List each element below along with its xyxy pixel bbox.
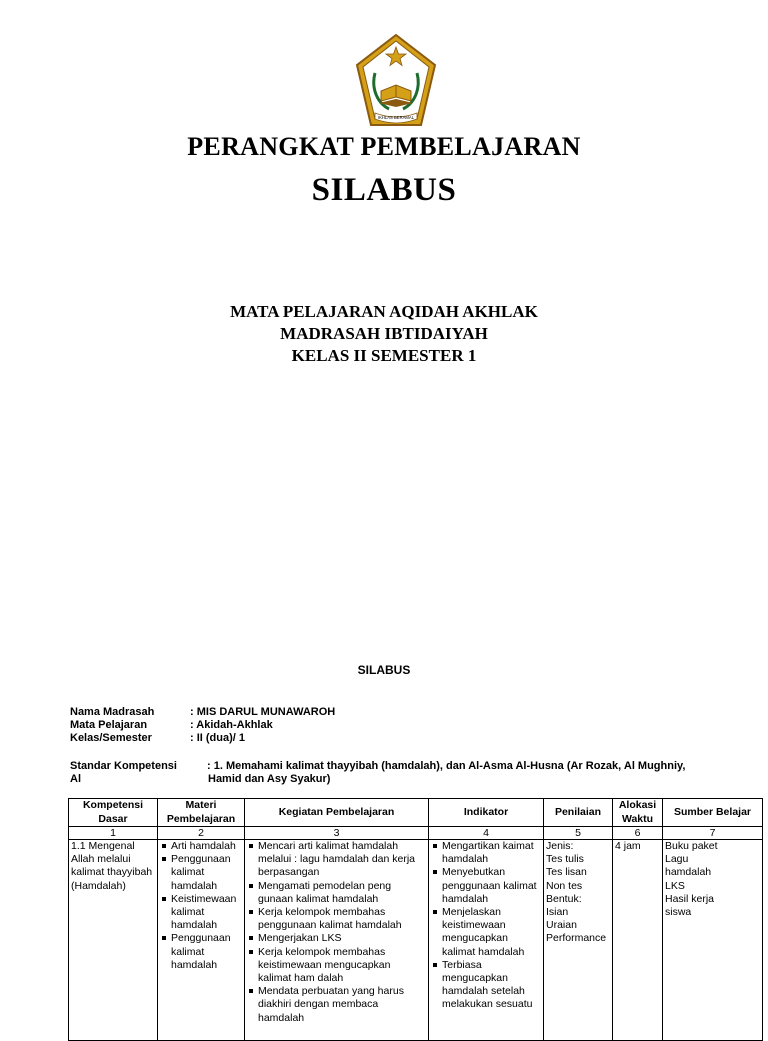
penilaian-line: Non tes [546, 879, 583, 892]
column-number: 1 [69, 827, 158, 840]
list-item: Mengamati pemodelan peng gunaan kalimat hamdalah [247, 880, 426, 906]
penilaian-line: Bentuk: [546, 892, 582, 905]
header-kompetensi: Kompetensi Dasar [69, 799, 158, 827]
cell-alokasi: 4 jam [613, 840, 663, 1041]
column-number-row [69, 827, 763, 840]
list-item: Mendata perbuatan yang harus diakhiri dengan membaca hamdalah [247, 985, 426, 1025]
list-item: Keistimewaan kalimat hamdalah [160, 893, 242, 933]
penilaian-line: Tes lisan [546, 866, 587, 879]
school-line: MADRASAH IBTIDAIYAH [280, 324, 488, 343]
list-item: Kerja kelompok membahas penggunaan kalimat hamdalah [247, 906, 426, 932]
column-number: 7 [663, 827, 763, 840]
cell-materi [158, 840, 245, 1041]
logo-banner-text: IKHLAS BERAMAL [377, 115, 415, 120]
list-item: Kerja kelompok membahas keistimewaan mengucapkan kalimat ham dalah [247, 946, 426, 986]
ministry-logo [355, 33, 437, 129]
sumber-line: Lagu hamdalah [665, 853, 712, 879]
penilaian-line: Isian [546, 906, 569, 919]
class-line: KELAS II SEMESTER 1 [291, 346, 477, 365]
info-label: Nama Madrasah [70, 706, 155, 718]
list-item: Mencari arti kalimat hamdalah melalui : lagu hamdalah dan kerja berpasangan [247, 840, 426, 880]
table-row [69, 840, 763, 1041]
header-alokasi: Alokasi Waktu [613, 799, 663, 827]
header-kegiatan: Kegiatan Pembelajaran [245, 799, 429, 827]
document-subtitle: SILABUS [311, 172, 457, 208]
penilaian-line: Tes tulis [546, 853, 584, 866]
column-number: 6 [613, 827, 663, 840]
column-number: 4 [429, 827, 544, 840]
standar-text-line2: Hamid dan Asy Syakur) [208, 773, 331, 785]
column-number: 5 [544, 827, 613, 840]
sumber-line: Buku paket [665, 840, 718, 852]
list-item: Menjelaskan keistimewaan mengucapkan kalimat hamdalah [431, 906, 541, 959]
cell-sumber [663, 840, 763, 1041]
info-value: : II (dua)/ 1 [190, 732, 245, 744]
header-penilaian: Penilaian [544, 799, 613, 827]
penilaian-line: Jenis: [546, 840, 574, 852]
cell-kompetensi: 1.1 Mengenal Allah melalui kalimat thayyibah (Hamdalah) [69, 840, 158, 1041]
list-item: Mengartikan kaimat hamdalah [431, 840, 541, 866]
list-item: Penggunaan kalimat hamdalah [160, 932, 242, 972]
syllabus-table [68, 798, 763, 1041]
header-indikator: Indikator [429, 799, 544, 827]
standar-label: Standar Kompetensi [70, 760, 177, 772]
info-label: Kelas/Semester [70, 732, 152, 744]
cell-indikator [429, 840, 544, 1041]
list-item: Terbiasa mengucapkan hamdalah setelah melakukan sesuatu [431, 959, 541, 1012]
cell-penilaian [544, 840, 613, 1041]
section-title: SILABUS [357, 663, 411, 677]
table-header-row [69, 799, 763, 827]
list-item: Penggunaan kalimat hamdalah [160, 853, 242, 893]
penilaian-line: Performance [546, 932, 607, 945]
penilaian-line: Uraian [546, 919, 577, 932]
column-number: 2 [158, 827, 245, 840]
info-value: : MIS DARUL MUNAWAROH [190, 706, 336, 718]
header-sumber: Sumber Belajar [663, 799, 763, 827]
header-materi: Materi Pembelajaran [158, 799, 245, 827]
sumber-line: LKS [665, 879, 685, 892]
list-item: Arti hamdalah [160, 840, 242, 853]
info-label: Mata Pelajaran [70, 719, 148, 731]
subject-line: MATA PELAJARAN AQIDAH AKHLAK [230, 302, 538, 321]
column-number: 3 [245, 827, 429, 840]
standar-text-line1: : 1. Memahami kalimat thayyibah (hamdalah), dan Al-Asma Al-Husna (Ar Rozak, Al Mughniy, [207, 760, 686, 772]
sumber-line: Hasil kerja siswa [665, 892, 715, 919]
cell-kegiatan [245, 840, 429, 1041]
info-value: : Akidah-Akhlak [190, 719, 273, 731]
list-item: Mengerjakan LKS [247, 932, 426, 945]
standar-text-wrap: Al [70, 773, 81, 785]
document-title: PERANGKAT PEMBELAJARAN [187, 132, 581, 161]
list-item: Menyebutkan penggunaan kalimat hamdalah [431, 866, 541, 906]
